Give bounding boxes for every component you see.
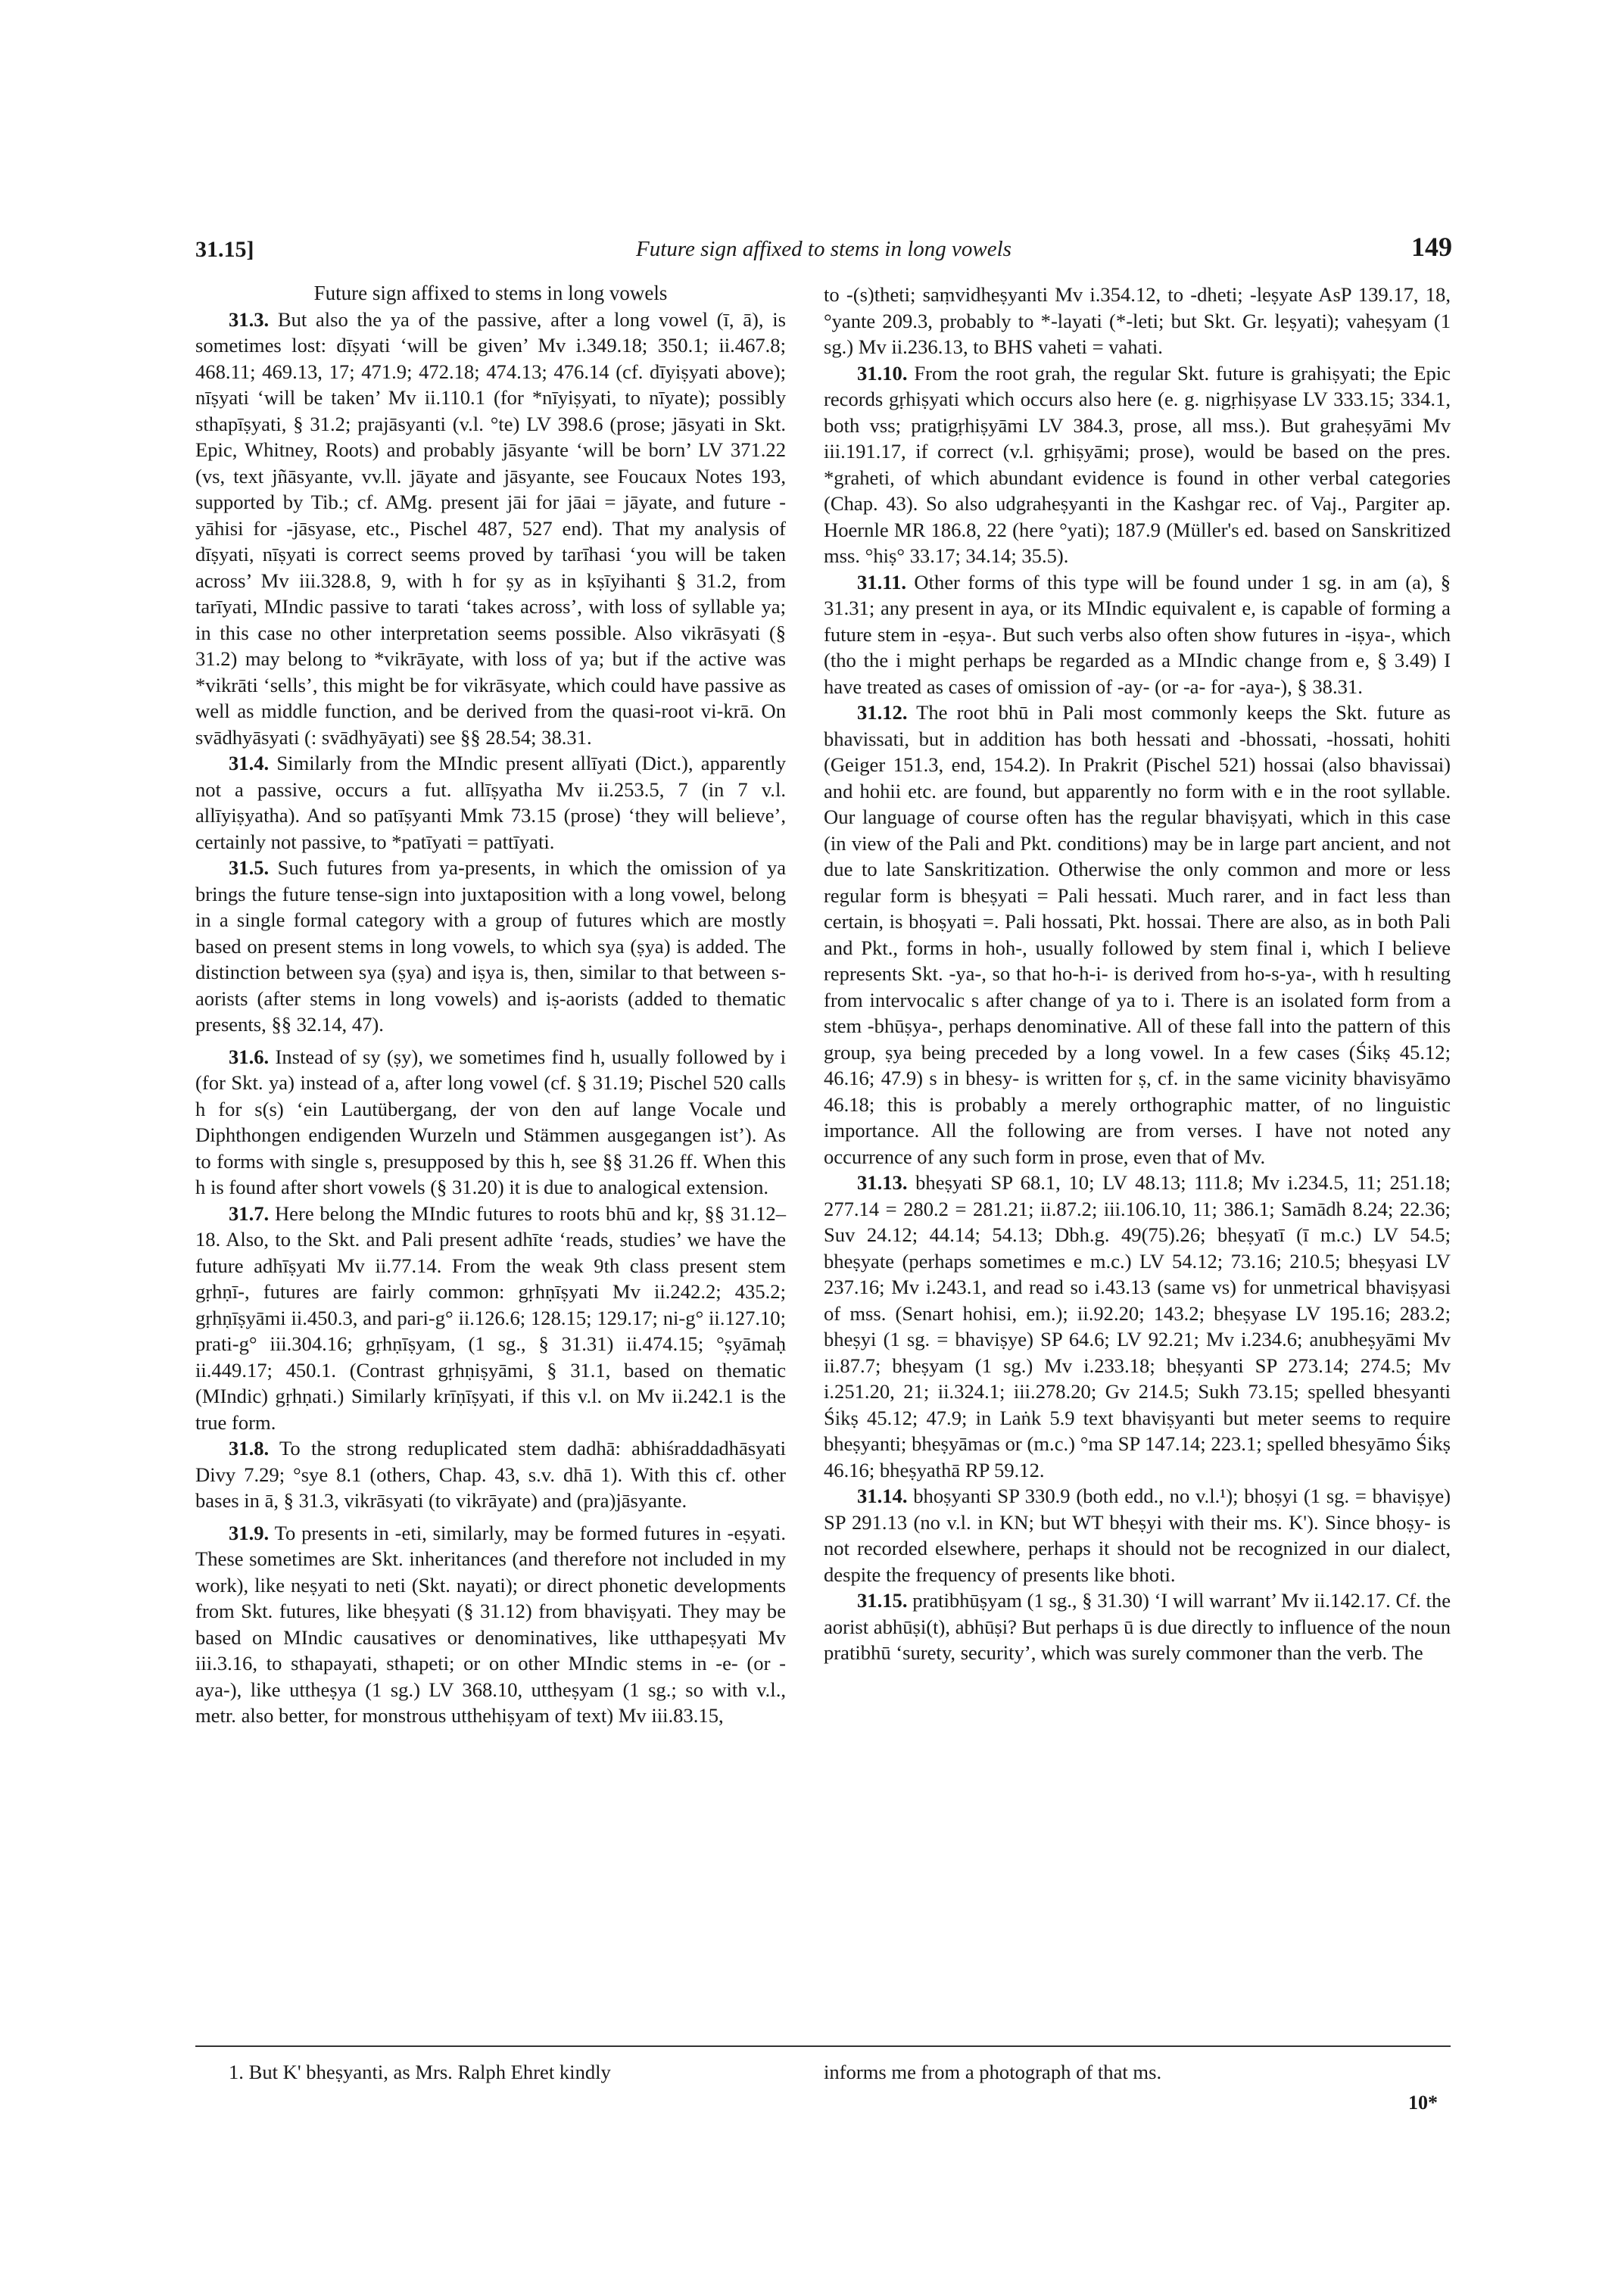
paragraph-31-5: 31.5. Such futures from ya-presents, in which the omission of ya brings the future tense-sign into juxtaposition with a long vowel, belong in a single formal category with a group of futures which are mostly based on present stems in long vowels, to which sya (ṣya) is added. The distinction between sya (ṣya) and iṣya is, then, similar to that between s-aorists (after stems in long vowels) and iṣ-aorists (added to thematic presents, §§ 32.14, 47). <box>195 856 786 1036</box>
paragraph-31-3: 31.3. But also the ya of the passive, after a long vowel (ī, ā), is sometimes lost: dīṣyati ‘will be given’ Mv i.349.18; 350.1; ii.467.8; 468.11; 469.13, 17; 471.9; 472.18; 474.13; 476.14 (cf. dīyiṣyati above); nīṣyati ‘will be taken’ Mv ii.110.1 (for *nīyiṣyati, to nīyate); possibly sthapīṣyati, § 31.2; prajāsyanti (v.l. °te) LV 398.6 (prose; jāsyati in Skt. Epic, Whitney, Roots) and probably jāsyante ‘will be born’ LV 371.22 (vs, text jñāsyante, vv.ll. jāyate and jāsyante, see Foucaux Notes 193, supported by Tib.; cf. AMg. present jāi for jāai = jāyate, and future -yāhisi for -jāsyase, etc., Pischel 487, 527 end). That my analysis of dīṣyati, nīṣyati is correct seems proved by tarīhasi ‘you will be taken across’ Mv iii.328.8, 9, with h for ṣy as in kṣīyihanti § 31.2, from tarīyati, MIndic passive to tarati ‘takes across’, with loss of syllable ya; in this case no other interpretation seems possible. Also vikrāsyati (§ 31.2) may belong to *vikrāyate, with loss of ya; but if the active was *vikrāti ‘sells’, this might be for vikrāsyate, which could have passive as well as middle function, and be derived from the quasi-root vi-krā. On svādhyāsyati (: svādhyāyati) see §§ 28.54; 38.31. <box>195 307 786 749</box>
footnote-left: 1. But K' bheṣyanti, as Mrs. Ralph Ehret kindly <box>229 2061 611 2083</box>
page-number: 149 <box>1411 232 1452 262</box>
footnote-right: informs me from a photograph of that ms. <box>824 2061 1162 2083</box>
paragraph-31-10: 31.10. From the root grah, the regular Skt. future is grahiṣyati; the Epic records gṛhiṣyati which occurs also here (e. g. nigṛhiṣyase LV 333.15; 334.1, both vss; pratigṛhiṣyāmi LV 384.3, prose, all mss.). But graheṣyāmi Mv iii.191.17, if correct (v.l. gṛhiṣyāmi; prose), would be based on the pres. *graheti, of which abundant evidence is found in other verbal categories (Chap. 43). So also udgraheṣyanti in the Kashgar rec. of Vaj., Pargiter ap. Hoernle MR 186.8, 22 (here °yati); 187.9 (Müller's ed. based on Sanskritized mss. °hiṣ° 33.17; 34.14; 35.5). <box>824 361 1451 567</box>
running-header <box>195 231 1452 269</box>
paragraph-31-4: 31.4. Similarly from the MIndic present allīyati (Dict.), apparently not a passive, occurs a fut. allīṣyatha Mv ii.253.5, 7 (in 7 v.l. allīyiṣyatha). And so patīṣyanti Mmk 73.15 (prose) ‘they will believe’, certainly not passive, to *patīyati = pattīyati. <box>195 752 786 853</box>
paragraph-31-11: 31.11. Other forms of this type will be found under 1 sg. in am (a), § 31.31; any present in aya, or its MIndic equivalent e, is capable of forming a future stem in -eṣya-. But such verbs also often show futures in -iṣya-, which (tho the i might perhaps be regarded as a MIndic change from e, § 3.49) I have treated as cases of omission of -ay- (or -a- for -aya-), § 38.31. <box>824 570 1451 698</box>
section-reference: 31.15] <box>195 237 254 262</box>
right-column <box>824 282 1451 1666</box>
paragraph-31-8: 31.8. To the strong reduplicated stem dadhā: abhiśraddadhāsyati Divy 7.29; °sye 8.1 (others, Chap. 43, s.v. dhā 1). With this cf. other bases in ā, § 31.3, vikrāsyati (to vikrāyate) and (pra)jāsyante. <box>195 1437 786 1512</box>
paragraph-31-9: 31.9. To presents in -eti, similarly, may be formed futures in -eṣyati. These sometimes are Skt. inheritances (and therefore not included in my work), like neṣyati to neti (Skt. nayati); or direct phonetic developments from Skt. futures, like bheṣyati (§ 31.12) from bhaviṣyati. They may be based on MIndic causatives or denominatives, like utthapeṣyati Mv iii.3.16, to sthapayati, sthapeti; or on other MIndic stems in -e- (or -aya-), like uttheṣya (1 sg.) LV 368.10, uttheṣyam (1 sg.; so with v.l., metr. also better, for monstrous utthehiṣyam of text) Mv iii.83.15, <box>195 1521 786 1727</box>
paragraph-31-6: 31.6. Instead of sy (ṣy), we sometimes find h, usually followed by i (for Skt. ya) instead of a, after long vowel (cf. § 31.19; Pischel 520 calls h for s(s) ‘ein Lautübergang, der von den auf lange Vocale und Diphthongen endigenden Wurzeln und Stämmen ausgegangen ist’). As to forms with single s, presupposed by this h, see §§ 31.26 ff. When this h is found after short vowels (§ 31.20) it is due to analogical extension. <box>195 1045 786 1198</box>
running-title: Future sign affixed to stems in long vowels <box>636 237 1011 261</box>
paragraph-31-7: 31.7. Here belong the MIndic futures to roots bhū and kṛ, §§ 31.12–18. Also, to the Skt. and Pali present adhīte ‘reads, studies’ we have the future adhīṣyati Mv ii.77.14. From the weak 9th class present stem gṛhṇī-, futures are fairly common: gṛhṇīṣyati Mv ii.242.2; 435.2; gṛhṇīṣyāmi ii.450.3, and pari-g° ii.126.6; 128.15; 129.17; ni-g° ii.127.10; prati-g° iii.304.16; gṛhṇīṣyam, (1 sg., § 31.31) ii.474.15; °ṣyāmaḥ ii.449.17; 450.1. (Contrast gṛhṇiṣyāmi, § 31.1, based on thematic (MIndic) gṛhṇati.) Similarly krīṇīṣyati, if this v.l. on Mv ii.242.1 is the true form. <box>195 1201 786 1434</box>
paragraph-31-13: 31.13. bheṣyati SP 68.1, 10; LV 48.13; 111.8; Mv i.234.5, 11; 251.18; 277.14 = 280.2 = 281.21; ii.87.2; iii.106.10, 11; 386.1; Samādh 8.24; 22.36; Suv 24.12; 44.14; 54.13; Dbh.g. 49(75).26; bheṣyatī (ī m.c.) LV 54.5; bheṣyate (perhaps sometimes e m.c.) LV 54.12; 73.16; 210.5; bheṣyasi LV 237.16; Mv i.243.1, and read so i.43.13 (same vs) for unmetrical bhaviṣyasi of mss. (Senart hohisi, em.); ii.92.20; 143.2; bheṣyase LV 195.16; 283.2; bheṣyi (1 sg. = bhaviṣye) SP 64.6; LV 92.21; Mv i.234.6; anubheṣyāmi Mv ii.87.7; bheṣyam (1 sg.) Mv i.233.18; bheṣyanti SP 273.14; 274.5; Mv i.251.20, 21; ii.324.1; iii.278.20; Gv 214.5; Sukh 73.15; spelled bhesyanti Śikṣ 45.12; 47.9; in Laṅk 5.9 text bhaviṣyanti but meter seems to require bheṣyanti; bheṣyāmas or (m.c.) °ma SP 147.14; 223.1; spelled bhesyāmo Śikṣ 46.16; bheṣyathā RP 59.12. <box>824 1171 1451 1481</box>
left-column <box>195 280 786 1729</box>
signature-mark: 10* <box>1408 2092 1438 2114</box>
section-title: Future sign affixed to stems in long vowels <box>313 282 668 304</box>
paragraph-31-14: 31.14. bhoṣyanti SP 330.9 (both edd., no v.l.¹); bhoṣyi (1 sg. = bhaviṣye) SP 291.13 (no v.l. in KN; but WT bheṣyi with their ms. K'). Since bhoṣy- is not recorded elsewhere, perhaps it should not be recognized in our dialect, despite the frequency of presents like bhoti. <box>824 1485 1451 1586</box>
paragraph-31-9-cont: to -(s)theti; saṃvidheṣyanti Mv i.354.12, to -dheti; -leṣyate AsP 139.17, 18, °yante 209.3, probably to *-layati (*-leti; but Skt. Gr. leṣyati); vaheṣyam (1 sg.) Mv ii.236.13, to BHS vaheti = vahati. <box>824 283 1451 358</box>
paragraph-31-15: 31.15. pratibhūṣyam (1 sg., § 31.30) ‘I will warrant’ Mv ii.142.17. Cf. the aorist abhūṣi(t), abhūṣi? But perhaps ū is due directly to influence of the noun pratibhū ‘surety, security’, which was surely commoner than the verb. The <box>824 1589 1451 1664</box>
paragraph-31-12: 31.12. The root bhū in Pali most commonly keeps the Skt. future as bhavissati, but in addition has both hessati and -bhossati, -hossati, hohiti (Geiger 151.3, end, 154.2). In Prakrit (Pischel 521) hossai (also bhavissai) and hohii etc. are found, but apparently no form with e in the root syllable. Our language of course often has the regular bhaviṣyati, which in this case (in view of the Pali and Pkt. conditions) may be in large part ancient, and not due to late Sanskritization. Otherwise the only common and more or less regular form is bheṣyati = Pali hessati. Much rarer, and in fact less than certain, is bhoṣyati =. Pali hossati, Pkt. hossai. There are also, as in both Pali and Pkt., forms in hoh-, usually followed by stem final i, which I believe represents Skt. -ya-, so that ho-h-i- is derived from ho-s-ya-, with h resulting from intervocalic s after change of ya to i. There is an isolated form from a stem -bhūṣya-, perhaps denominative. All of these fall into the pattern of this group, ṣya being preceded by a long vowel. In a few cases (Śikṣ 45.12; 46.16; 47.9) s in bhesy- is written for ṣ, cf. in the same vicinity bhavisyāmo 46.18; this is probably a merely orthographic matter, of no linguistic importance. All the following are from verses. I have not noted any occurrence of any such form in prose, even that of Mv. <box>824 701 1451 1168</box>
footnote-divider <box>195 2045 1451 2047</box>
